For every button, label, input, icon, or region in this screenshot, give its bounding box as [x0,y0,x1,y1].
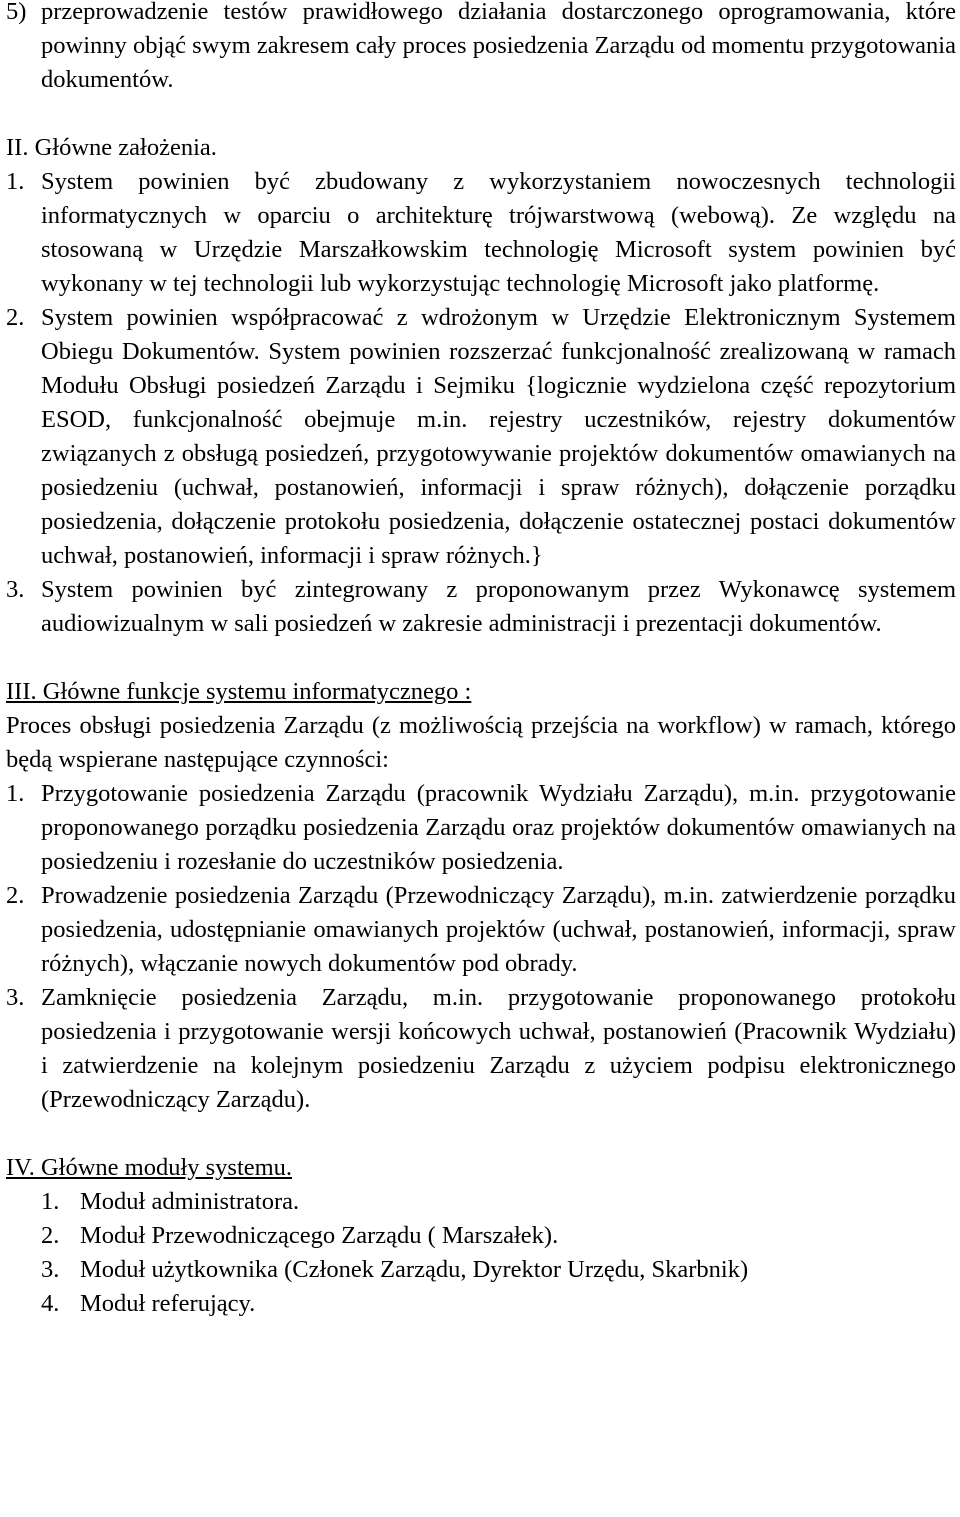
list-item [6,301,956,573]
item-text: przeprowadzenie testów prawidłowego działania dostarczonego oprogramowania, które powinny objąć swym zakresem cały proces posiedzenia Zarządu od momentu przygotowania dokumentów. [41,0,956,93]
list-item [6,165,956,301]
item-number: 5) [6,0,27,25]
section-heading-iii: III. Główne funkcje systemu informatycznego : [6,678,472,705]
list-item [6,981,956,1117]
item-number: 3. [6,984,25,1011]
item-number: 1. [41,1188,60,1215]
item-text: System powinien współpracować z wdrożonym w Urzędzie Elektronicznym Systemem Obiegu Dokumentów. System powinien rozszerzać funkcjonalność zrealizowaną w ramach Modułu Obsługi posiedzeń Zarządu i Sejmiku {logicznie wydzielona część repozytorium ESOD, funkcjonalność obejmuje m.in. rejestry uczestników, rejestry dokumentów związanych z obsługą posiedzeń, przygotowywanie projektów dokumentów omawianych na posiedzeniu (uchwał, postanowień, informacji i spraw różnych), dołączenie porządku posiedzenia, dołączenie protokołu posiedzenia, dołączenie ostatecznej postaci dokumentów uchwał, postanowień, informacji i spraw różnych.} [41,304,956,569]
item-text: Przygotowanie posiedzenia Zarządu (pracownik Wydziału Zarządu), m.in. przygotowanie proponowanego porządku posiedzenia Zarządu oraz projektów dokumentów omawianych na posiedzeniu i rozesłanie do uczestników posiedzenia. [41,780,956,875]
item-number: 4. [41,1290,60,1317]
item-text: Moduł Przewodniczącego Zarządu ( Marszałek). [80,1222,559,1249]
spacer [6,1117,956,1151]
list-item [6,573,956,641]
section-intro: Proces obsługi posiedzenia Zarządu (z możliwością przejścia na workflow) w ramach, którego będą wspierane następujące czynności: [6,712,956,773]
section-heading-iv: IV. Główne moduły systemu. [6,1154,293,1181]
item-number: 3. [6,576,25,603]
module-list [6,1185,956,1321]
item-text: Moduł administratora. [80,1188,300,1215]
list-item [6,879,956,981]
item-text: Moduł użytkownika (Członek Zarządu, Dyrektor Urzędu, Skarbnik) [80,1256,749,1283]
module-item [41,1219,956,1253]
item-number: 1. [6,780,25,807]
item-number: 2. [6,304,25,331]
spacer [6,97,956,131]
item-text: Prowadzenie posiedzenia Zarządu (Przewodniczący Zarządu), m.in. zatwierdzenie porządku posiedzenia, udostępnianie omawianych projektów (uchwał, postanowień, informacji, spraw różnych), włączanie nowych dokumentów pod obrady. [41,882,956,977]
item-number: 1. [6,168,25,195]
document-page [6,0,956,1321]
item-number: 2. [6,882,25,909]
module-item [41,1185,956,1219]
item-number: 2. [41,1222,60,1249]
spacer [6,641,956,675]
item-text: Zamknięcie posiedzenia Zarządu, m.in. przygotowanie proponowanego protokołu posiedzenia i przygotowanie wersji końcowych uchwał, postanowień (Pracownik Wydziału) i zatwierdzenie na kolejnym posiedzeniu Zarządu z użyciem podpisu elektronicznego (Przewodniczący Zarządu). [41,984,956,1113]
list-item [6,777,956,879]
item-number: 3. [41,1256,60,1283]
item-text: System powinien być zintegrowany z proponowanym przez Wykonawcę systemem audiowizualnym w sali posiedzeń w zakresie administracji i prezentacji dokumentów. [41,576,956,637]
module-item [41,1287,956,1321]
module-item [41,1253,956,1287]
item-text: System powinien być zbudowany z wykorzystaniem nowoczesnych technologii informatycznych w oparciu o architekturę trójwarstwową (webową). Ze względu na stosowaną w Urzędzie Marszałkowskim technologię Microsoft system powinien być wykonany w tej technologii lub wykorzystując technologię Microsoft jako platformę. [41,168,956,297]
section-heading-ii: II. Główne założenia. [6,134,217,161]
list-item [6,0,956,97]
item-text: Moduł referujący. [80,1290,256,1317]
